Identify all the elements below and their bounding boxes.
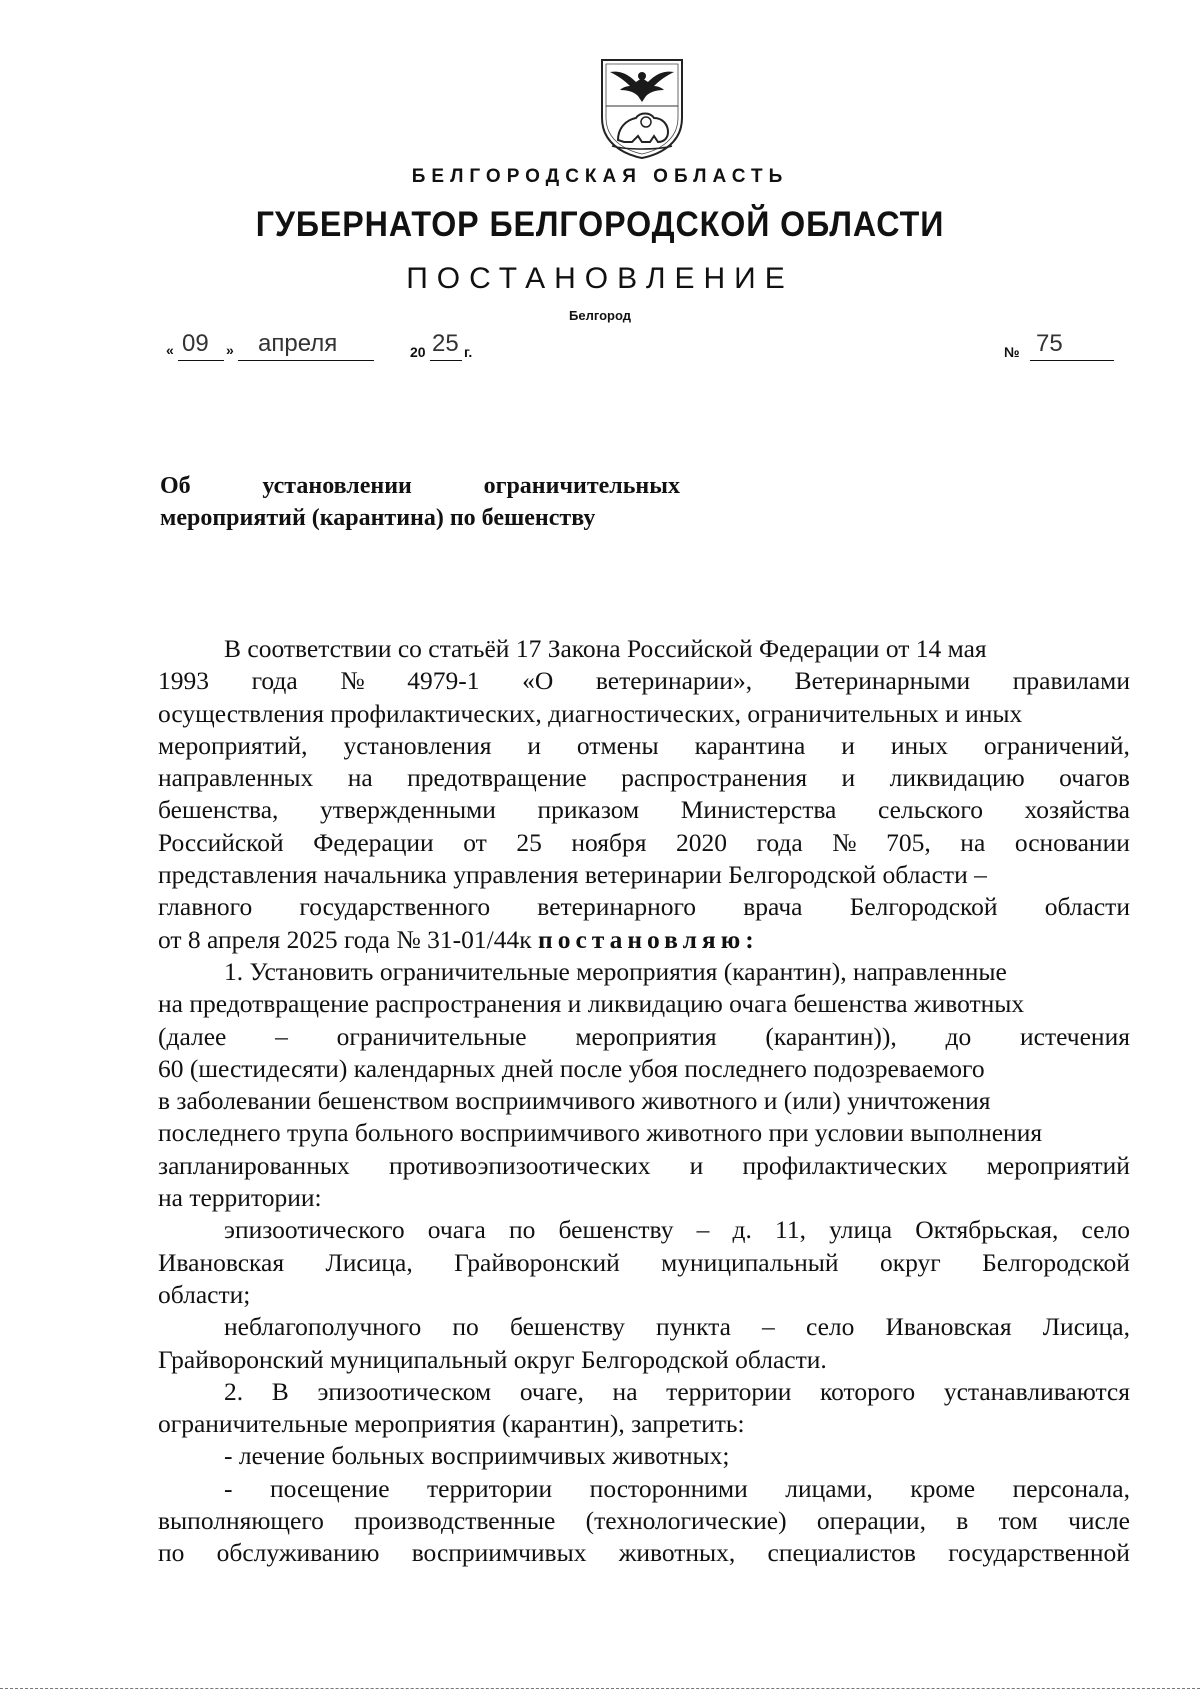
word: Лисица,: [1042, 1312, 1130, 1342]
word: на: [347, 763, 373, 793]
word: иных: [890, 730, 948, 760]
word: Грайворонский: [454, 1247, 620, 1277]
date-year-prefix: 20: [410, 344, 426, 360]
text-line: в заболевании бешенством восприимчивого животного и (или) уничтожения: [158, 1086, 991, 1116]
word: Ивановская: [158, 1247, 285, 1277]
word: 705,: [886, 827, 931, 857]
word: В: [271, 1376, 289, 1406]
word: территории: [426, 1473, 553, 1503]
subject-word: установлении: [262, 473, 412, 499]
word: муниципальный: [661, 1247, 839, 1277]
word: установления: [343, 730, 492, 760]
word: мероприятий,: [158, 730, 308, 760]
decree-word: постановляю:: [538, 924, 759, 954]
text-line: последнего трупа больного восприимчивого животного при условии выполнения: [158, 1118, 1043, 1148]
word: по: [452, 1312, 479, 1342]
text-line: 1. Установить ограничительные мероприятия (карантин), направленные: [224, 956, 1007, 986]
word: ноября: [571, 827, 647, 857]
text-line: ограничительные мероприятия (карантин), запретить:: [158, 1409, 745, 1439]
word: операции,: [816, 1506, 926, 1536]
word: неблагополучного: [224, 1312, 422, 1342]
date-line: [166, 330, 1126, 366]
word: село: [805, 1312, 855, 1342]
text-line: [158, 730, 1130, 762]
word: Ивановская: [885, 1312, 1012, 1342]
word: мероприятий: [986, 1150, 1130, 1180]
word: территории: [666, 1376, 792, 1406]
document-body: [158, 633, 1130, 1570]
belgorod-coat-of-arms-icon: [596, 56, 688, 160]
text-line: - лечение больных восприимчивых животных;: [224, 1441, 730, 1471]
word: –: [762, 1312, 775, 1342]
subject-line-2: мероприятий (карантина) по бешенству: [160, 505, 596, 531]
word: Ветеринарными: [794, 666, 971, 696]
word: 25: [516, 827, 542, 857]
word: запланированных: [158, 1150, 350, 1180]
document-number: 75: [1036, 330, 1063, 357]
word: профилактических: [742, 1150, 948, 1180]
governor-heading: ГУБЕРНАТОР БЕЛГОРОДСКОЙ ОБЛАСТИ: [255, 205, 945, 244]
text-line: 60 (шестидесяти) календарных дней после убоя последнего подозреваемого: [158, 1053, 985, 1083]
word: очага: [427, 1215, 486, 1245]
word: сельского: [877, 795, 983, 825]
word: ограничительные: [336, 1021, 527, 1051]
document-subject: [160, 470, 680, 534]
word: которого: [820, 1376, 916, 1406]
word: Российской: [158, 827, 284, 857]
word: Федерации: [313, 827, 434, 857]
date-year-unit: г.: [464, 344, 473, 360]
word: противоэпизоотических: [388, 1150, 651, 1180]
word: хозяйства: [1024, 795, 1130, 825]
word: восприимчивых: [411, 1538, 587, 1568]
word: Министерства: [680, 795, 837, 825]
word: правилами: [1012, 666, 1130, 696]
word: ветеринарии»,: [595, 666, 753, 696]
word: животных,: [618, 1538, 736, 1568]
word: том: [998, 1506, 1038, 1536]
word: Белгородской: [849, 892, 998, 922]
word: ликвидацию: [889, 763, 1025, 793]
text-span: от 8 апреля 2025 года № 31-01/44к: [158, 924, 532, 954]
word: государственного: [299, 892, 491, 922]
word: и: [841, 763, 856, 793]
word: и: [527, 730, 541, 760]
word: на: [960, 827, 986, 857]
text-line: [158, 1505, 1130, 1537]
city-label: Белгород: [569, 308, 631, 323]
word: (далее: [158, 1021, 227, 1051]
word: 4979-1: [407, 666, 480, 696]
word: посещение: [269, 1473, 390, 1503]
word: 11,: [775, 1215, 806, 1245]
word: основании: [1014, 827, 1130, 857]
text-line: [158, 1150, 1130, 1182]
word: государственной: [948, 1538, 1130, 1568]
text-line: [158, 1473, 1130, 1505]
text-line: [158, 1214, 1130, 1246]
text-line: [158, 1311, 1130, 1343]
date-close-quote: »: [226, 342, 234, 358]
text-line: на территории:: [158, 1183, 322, 1213]
word: (технологические): [585, 1506, 787, 1536]
text-line: [158, 1537, 1130, 1569]
word: –: [696, 1215, 710, 1245]
word: эпизоотического: [224, 1215, 405, 1245]
word: на: [612, 1376, 638, 1406]
text-line: области;: [158, 1279, 251, 1309]
word: специалистов: [767, 1538, 916, 1568]
text-line: на предотвращение распространения и ликвидацию очага бешенства животных: [158, 989, 1025, 1019]
word: пункта: [656, 1312, 731, 1342]
word: Октябрьская,: [915, 1215, 1059, 1245]
word: очагов: [1059, 763, 1130, 793]
word: «О: [522, 666, 554, 696]
word: врача: [743, 892, 803, 922]
text-line: [158, 665, 1130, 697]
word: по: [508, 1215, 536, 1245]
word: обслуживанию: [216, 1538, 380, 1568]
word: устанавливаются: [943, 1376, 1130, 1406]
word: направленных: [158, 763, 314, 793]
document-type: ПОСТАНОВЛЕНИЕ: [406, 262, 794, 295]
word: распространения: [621, 763, 808, 793]
word: №: [340, 666, 365, 696]
word: утвержденными: [319, 795, 496, 825]
word: село: [1081, 1215, 1130, 1245]
word: года: [756, 827, 803, 857]
word: истечения: [1020, 1021, 1130, 1051]
text-line: осуществления профилактических, диагностических, ограничительных и иных: [158, 698, 1023, 728]
text-line: [158, 1247, 1130, 1279]
scan-edge-line: [0, 1688, 1200, 1689]
word: года: [251, 666, 298, 696]
text-line: [158, 924, 1130, 956]
word: (карантин)),: [765, 1021, 897, 1051]
word: бешенству: [558, 1215, 674, 1245]
word: до: [945, 1021, 972, 1051]
date-open-quote: «: [166, 342, 174, 358]
text-line: [158, 891, 1130, 923]
word: очаге,: [519, 1376, 584, 1406]
word: числе: [1068, 1506, 1130, 1536]
date-month: апреля: [258, 330, 338, 357]
word: по: [158, 1538, 185, 1568]
word: области: [1044, 892, 1130, 922]
word: персонала,: [1012, 1473, 1130, 1503]
word: производственные: [354, 1506, 556, 1536]
word: улица: [829, 1215, 893, 1245]
word: выполняющего: [158, 1506, 324, 1536]
word: Белгородской: [982, 1247, 1130, 1277]
word: посторонними: [589, 1473, 748, 1503]
number-label: №: [1004, 344, 1020, 360]
word: -: [224, 1473, 233, 1503]
word: в: [956, 1506, 969, 1536]
text-line: [158, 1021, 1130, 1053]
word: 1993: [158, 666, 209, 696]
date-day: 09: [182, 330, 209, 357]
region-heading: БЕЛГОРОДСКАЯ ОБЛАСТЬ: [411, 166, 789, 187]
word: и: [841, 730, 855, 760]
word: бешенству: [509, 1312, 625, 1342]
word: –: [275, 1021, 288, 1051]
word: предотвращение: [407, 763, 587, 793]
word: приказом: [537, 795, 640, 825]
word: отмены: [576, 730, 659, 760]
word: от: [463, 827, 487, 857]
word: №: [832, 827, 857, 857]
word: и: [689, 1150, 704, 1180]
subject-word: Об: [160, 473, 191, 499]
text-line: В соответствии со статьёй 17 Закона Российской Федерации от 14 мая: [224, 634, 987, 663]
subject-word: ограничительных: [483, 473, 680, 499]
word: мероприятия: [575, 1021, 717, 1051]
word: главного: [158, 892, 253, 922]
word: ограничений,: [983, 730, 1130, 760]
text-line: представления начальника управления ветеринарии Белгородской области –: [158, 860, 987, 890]
word: 2020: [676, 827, 727, 857]
text-line: [158, 1376, 1130, 1408]
date-year-suffix: 25: [432, 330, 459, 357]
word: эпизоотическом: [317, 1376, 492, 1406]
word: лицами,: [785, 1473, 873, 1503]
word: округ: [879, 1247, 941, 1277]
word: бешенства,: [158, 795, 279, 825]
word: Лисица,: [325, 1247, 413, 1277]
text-line: [158, 762, 1130, 794]
word: кроме: [910, 1473, 976, 1503]
text-line: [158, 794, 1130, 826]
word: д.: [732, 1215, 752, 1245]
text-line: Грайворонский муниципальный округ Белгородской области.: [158, 1344, 827, 1374]
word: ветеринарного: [537, 892, 697, 922]
word: 2.: [224, 1376, 244, 1406]
text-line: [158, 827, 1130, 859]
word: карантина: [694, 730, 806, 760]
